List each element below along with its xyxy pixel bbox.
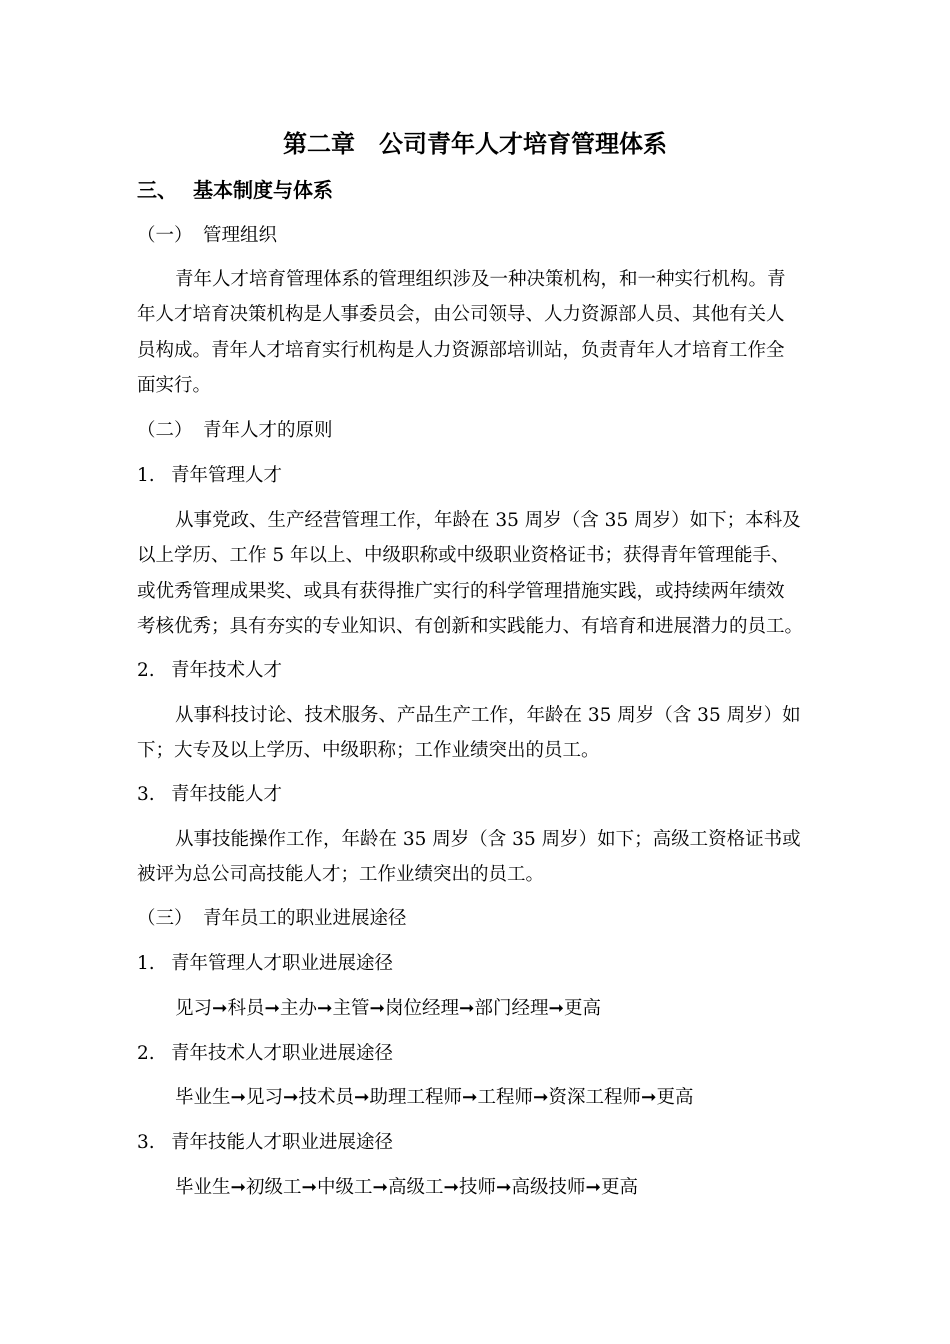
path-heading-3 <box>137 1130 393 1156</box>
section-heading <box>137 176 333 204</box>
paragraph-line: 年人才培育决策机构是人事委员会，由公司领导、人力资源部人员、其他有关人 <box>137 304 785 325</box>
paragraph-line: 青年人才培育管理体系的管理组织涉及一种决策机构，和一种实行机构。青 <box>175 269 786 290</box>
section-number: 三、 <box>137 178 177 202</box>
list-item-1 <box>137 463 282 489</box>
career-path-management: 见习➞科员➞主办➞主管➞岗位经理➞部门经理➞更高 <box>175 998 602 1019</box>
list-text: 青年技术人才职业进展途径 <box>171 1043 394 1064</box>
paragraph-line: 以上学历、工作 5 年以上、中级职称或中级职业资格证书；获得青年管理能手、 <box>137 545 790 566</box>
paragraph-line: 下；大专及以上学历、中级职称；工作业绩突出的员工。 <box>137 740 600 761</box>
list-text: 青年技能人才职业进展途径 <box>171 1132 394 1153</box>
list-number: 3. <box>137 1132 155 1153</box>
list-number: 2. <box>137 660 155 681</box>
subheading-number: （二） <box>137 420 193 441</box>
path-heading-2 <box>137 1041 393 1067</box>
subheading-3 <box>137 906 407 932</box>
list-number: 1. <box>137 465 155 486</box>
list-text: 青年管理人才 <box>171 465 283 486</box>
subheading-1 <box>137 223 277 249</box>
paragraph-line: 从事党政、生产经营管理工作，年龄在 35 周岁（含 35 周岁）如下；本科及 <box>175 510 801 531</box>
subheading-2 <box>137 418 333 444</box>
paragraph-line: 从事科技讨论、技术服务、产品生产工作，年龄在 35 周岁（含 35 周岁）如 <box>175 705 801 726</box>
subheading-text: 管理组织 <box>203 225 278 246</box>
subheading-number: （一） <box>137 225 193 246</box>
list-text: 青年技能人才 <box>171 784 283 805</box>
paragraph-line: 考核优秀；具有夯实的专业知识、有创新和实践能力、有培育和进展潜力的员工。 <box>137 616 804 637</box>
chapter-title: 第二章 公司青年人才培育管理体系 <box>283 130 667 158</box>
list-number: 2. <box>137 1043 155 1064</box>
paragraph-line: 或优秀管理成果奖、或具有获得推广实行的科学管理措施实践，或持续两年绩效 <box>137 581 785 602</box>
list-item-3 <box>137 782 282 808</box>
career-path-skilled: 毕业生➞初级工➞中级工➞高级工➞技师➞高级技师➞更高 <box>175 1177 639 1198</box>
paragraph-line: 员构成。青年人才培育实行机构是人力资源部培训站，负责青年人才培育工作全 <box>137 340 785 361</box>
subheading-text: 青年人才的原则 <box>203 420 333 441</box>
paragraph-line: 被评为总公司高技能人才；工作业绩突出的员工。 <box>137 864 545 885</box>
list-number: 3. <box>137 784 155 805</box>
paragraph-line: 从事技能操作工作，年龄在 35 周岁（含 35 周岁）如下；高级工资格证书或 <box>175 829 801 850</box>
paragraph-line: 面实行。 <box>137 375 212 396</box>
subheading-number: （三） <box>137 908 193 929</box>
career-path-technical: 毕业生➞见习➞技术员➞助理工程师➞工程师➞资深工程师➞更高 <box>175 1087 694 1108</box>
section-text: 基本制度与体系 <box>193 178 333 202</box>
list-text: 青年技术人才 <box>171 660 283 681</box>
list-item-2 <box>137 658 282 684</box>
list-number: 1. <box>137 953 155 974</box>
path-heading-1 <box>137 951 393 977</box>
list-text: 青年管理人才职业进展途径 <box>171 953 394 974</box>
subheading-text: 青年员工的职业进展途径 <box>203 908 407 929</box>
